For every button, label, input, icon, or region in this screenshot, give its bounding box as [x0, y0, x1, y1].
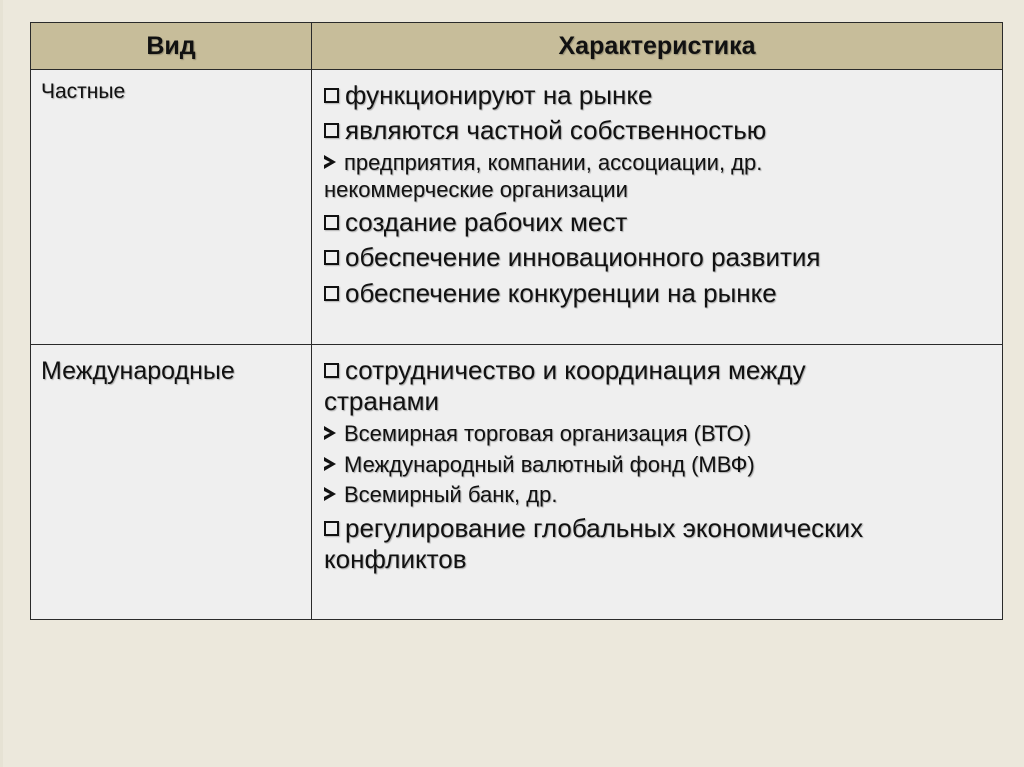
- list-item: регулирование глобальных экономических конфликтов: [324, 512, 864, 574]
- table-row: [31, 345, 1003, 620]
- table-row: [31, 70, 1003, 345]
- square-bullet-icon: [324, 286, 339, 301]
- arrow-bullet-icon: [324, 487, 336, 501]
- square-bullet-icon: [324, 123, 339, 138]
- characteristics-cell-private: [312, 70, 1003, 345]
- list-item: функционируют на рынке: [324, 80, 992, 111]
- square-bullet-icon: [324, 250, 339, 265]
- list-item: обеспечение инновационного развития: [324, 242, 992, 273]
- list-item: предприятия, компании, ассоциации, др. некоммерческие организации: [324, 150, 763, 202]
- kind-cell-private: Частные: [31, 70, 312, 345]
- list-item: создание рабочих мест: [324, 207, 992, 238]
- list-item: Всемирный банк, др.: [324, 482, 992, 508]
- header-kind: Вид: [31, 23, 312, 70]
- list-item: Всемирная торговая организация (ВТО): [324, 421, 992, 447]
- characteristics-cell-international: [312, 345, 1003, 620]
- list-item: сотрудничество и координация между странами: [324, 355, 806, 417]
- arrow-bullet-icon: [324, 155, 336, 169]
- square-bullet-icon: [324, 88, 339, 103]
- list-item: Международный валютный фонд (МВФ): [324, 452, 992, 478]
- header-characteristics: Характеристика: [312, 23, 1003, 70]
- list-item: обеспечение конкуренции на рынке: [324, 278, 992, 309]
- kind-cell-international: Международные: [31, 345, 312, 620]
- header-row: [31, 23, 1003, 70]
- square-bullet-icon: [324, 215, 339, 230]
- list-item: являются частной собственностью: [324, 115, 992, 146]
- square-bullet-icon: [324, 363, 339, 378]
- organizations-table: [30, 22, 1003, 620]
- arrow-bullet-icon: [324, 426, 336, 440]
- square-bullet-icon: [324, 521, 339, 536]
- arrow-bullet-icon: [324, 457, 336, 471]
